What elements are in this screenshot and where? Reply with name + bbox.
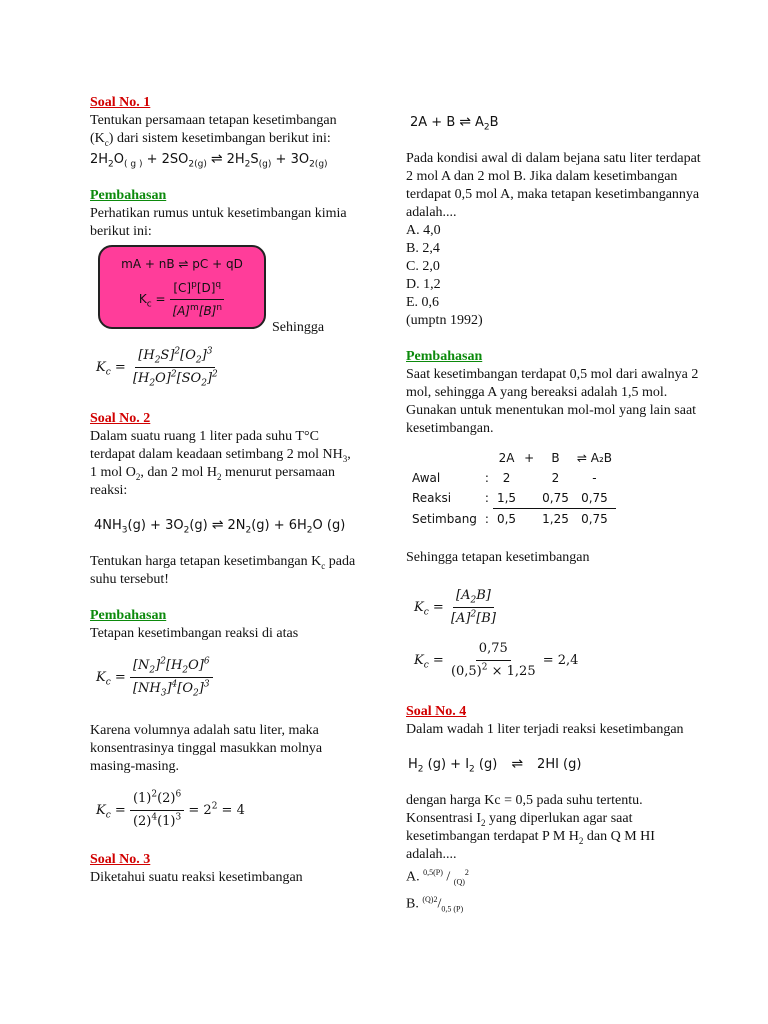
table-row: 2A + B ⇌ A₂B xyxy=(498,451,612,465)
table-row: Awal : 2 2 - xyxy=(412,471,597,485)
soal4-text3: Konsentrasi $I_2$ yang diperlukan agar saat kesetimbangan terdapat P M $H_2$ dan Q M HI adalah.... xyxy=(406,811,655,862)
soal3-text: Diketahui suatu reaksi kesetimbangan xyxy=(90,870,303,885)
kc-calc-3: $K_c$ = $\frac{0,75}{(0,5)^2 \times 1,25}$ = 2,4 xyxy=(414,641,579,679)
table-row: Setimbang : 0,5 1,25 0,75 xyxy=(412,511,608,526)
soal1-title: Soal No. 1 xyxy=(90,95,151,110)
kc-calc-2: $K_c$ = $\frac{(1)^2(2)^6}{(2)^4(1)^3}$ = $2^2 = 4$ xyxy=(96,789,245,829)
pembahasan1-title: Pembahasan xyxy=(90,188,167,203)
soal3-title: Soal No. 3 xyxy=(90,852,151,867)
soal1-text: Tentukan persamaan tetapan kesetimbangan $(K_c)$ dari sistem kesetimbangan berikut ini: xyxy=(90,113,337,148)
soal4-option-b: B. $^{(Q)2}/_{0,5 (P)}$ xyxy=(406,895,464,914)
option-b: B. 2,4 xyxy=(406,241,440,256)
box-kc-formula: $K_c$ = $\frac{[C]^p[D]^q}{[A]^m[B]^n}$ xyxy=(110,279,254,320)
pembahasan3-text: Saat kesetimbangan terdapat 0,5 mol dari awalnya 2 mol, sehingga A yang bereaksi adalah 1,5 mol. Gunakan untuk menentukan mol-mol yang lain saat kesetimbangan. xyxy=(406,367,699,436)
soal3-cont-text: Pada kondisi awal di dalam bejana satu liter terdapat 2 mol A dan 2 mol B. Jika dalam kesetimbangan terdapat 0,5 mol A, maka tetapan kesetimbangannya adalah.... xyxy=(406,151,701,220)
soal4-equation: $H_2$ $(g) + I_2$ (g) ⇌ 2HI (g) xyxy=(408,756,582,775)
left-column xyxy=(90,94,360,887)
soal2-text: Dalam suatu ruang 1 liter pada suhu T°C terdapat dalam keadaan setimbang 2 mol $NH_3$, 1 mol $O_2$, dan 2 mol $H_2$ menurut persamaan reaksi: xyxy=(90,429,351,498)
sehingga-text: Sehingga xyxy=(272,320,325,335)
pembahasan3-text2: Sehingga tetapan kesetimbangan xyxy=(406,550,590,565)
formula-box xyxy=(98,245,266,329)
option-c: C. 2,0 xyxy=(406,259,440,274)
kc-formula-1: $K_c$ = $\frac{[H_2S]^2[O_2]^3}{[H_2O]^2[SO_2]^2}$ xyxy=(96,346,218,389)
pembahasan2-text2: Karena volumnya adalah satu liter, maka konsentrasinya tinggal masukkan molnya masing-masing. xyxy=(90,723,323,774)
soal2-question: Tentukan harga tetapan kesetimbangan $K_c$ pada suhu tersebut! xyxy=(90,554,356,587)
soal2-equation: $4NH_3(g) + 3O_2(g)$ ⇌ $2N_2(g) + 6H_2O$ (g) xyxy=(94,517,346,536)
pembahasan3-title: Pembahasan xyxy=(406,349,483,364)
option-e: E. 0,6 xyxy=(406,295,440,310)
soal4-option-a: A. $^{0,5(P)}$ / $_{(Q)}^2$ xyxy=(406,868,469,887)
box-equation: mA + nB ⇌ pC + qD xyxy=(121,257,243,271)
kc-formula-2: $K_c$ = $\frac{[N_2]^2[H_2O]^6}{[NH_3]^4[O_2]^3}$ xyxy=(96,657,360,698)
soal1-equation: $2H_2O_{( g )} + 2SO_{2(g)}$ ⇌ $2H_2S_{(g)} + 3O_{2(g)}$ xyxy=(90,151,328,170)
soal4-text2: dengan harga Kc = 0,5 pada suhu tertentu. xyxy=(406,793,643,808)
soal4-text: Dalam wadah 1 liter terjadi reaksi kesetimbangan xyxy=(406,722,684,737)
soal3-equation: 2A + B ⇌ $A_2B$ xyxy=(410,114,499,133)
kc-formula-3: $K_c$ = $\frac{[A_2B]}{[A]^2[B]}$ xyxy=(414,588,496,626)
table-row: Reaksi : 1,5 0,75 0,75 xyxy=(408,488,616,509)
soal4-title: Soal No. 4 xyxy=(406,704,467,719)
source-note: (umptn 1992) xyxy=(406,313,483,328)
right-column xyxy=(406,113,706,919)
pembahasan2-text: Tetapan kesetimbangan reaksi di atas xyxy=(90,626,299,641)
option-d: D. 1,2 xyxy=(406,277,441,292)
option-a: A. 4,0 xyxy=(406,223,441,238)
soal2-title: Soal No. 2 xyxy=(90,411,151,426)
pembahasan2-title: Pembahasan xyxy=(90,608,167,623)
pembahasan1-text: Perhatikan rumus untuk kesetimbangan kimia berikut ini: xyxy=(90,206,347,239)
ice-table xyxy=(408,448,616,529)
